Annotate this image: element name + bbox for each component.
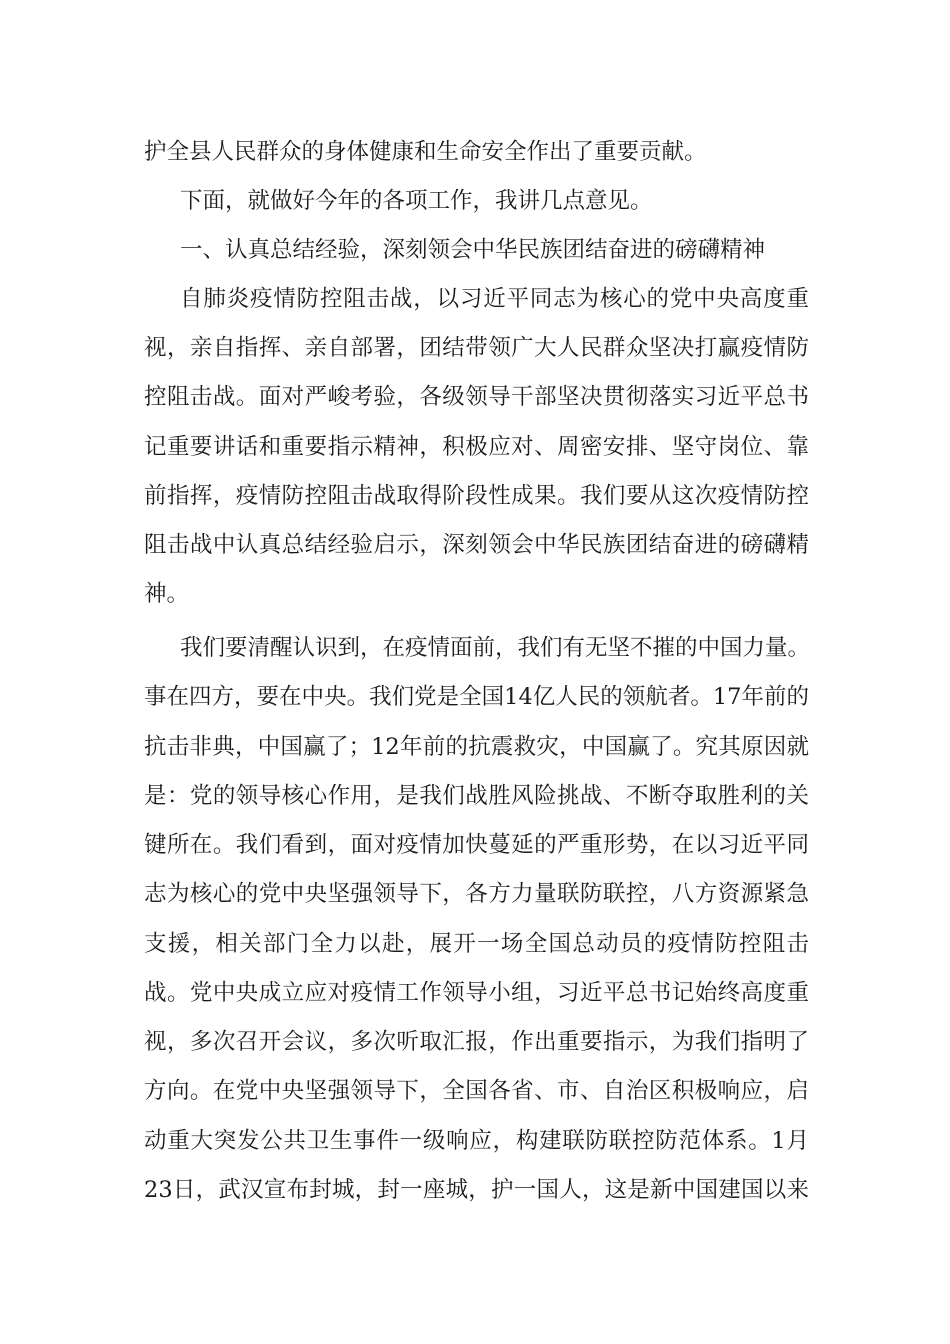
paragraph-line: 记重要讲话和重要指示精神，积极应对、周密安排、坚守岗位、靠: [144, 434, 809, 460]
paragraph-line: 下面，就做好今年的各项工作，我讲几点意见。: [180, 188, 653, 214]
paragraph-line: 支援，相关部门全力以赴，展开一场全国总动员的疫情防控阻击: [144, 931, 809, 957]
paragraph-line: 动重大突发公共卫生事件一级响应，构建联防联控防范体系。1月: [144, 1128, 809, 1154]
paragraph-line: 战。党中央成立应对疫情工作领导小组，习近平总书记始终高度重: [144, 980, 809, 1006]
paragraph-line: 阻击战中认真总结经验启示，深刻领会中华民族团结奋进的磅礴精: [144, 532, 809, 558]
paragraph-line: 自肺炎疫情防控阻击战，以习近平同志为核心的党中央高度重: [180, 286, 809, 312]
paragraph-line: 事在四方，要在中央。我们党是全国14亿人民的领航者。17年前的: [144, 684, 809, 710]
paragraph-line: 护全县人民群众的身体健康和生命安全作出了重要贡献。: [144, 139, 707, 165]
paragraph-line: 神。: [144, 581, 190, 607]
section-heading: 一、认真总结经验，深刻领会中华民族团结奋进的磅礴精神: [180, 237, 766, 263]
paragraph-line: 控阻击战。面对严峻考验，各级领导干部坚决贯彻落实习近平总书: [144, 384, 809, 410]
paragraph-line: 视，亲自指挥、亲自部署，团结带领广大人民群众坚决打赢疫情防: [144, 335, 809, 361]
paragraph-line: 前指挥，疫情防控阻击战取得阶段性成果。我们要从这次疫情防控: [144, 483, 809, 509]
paragraph-line: 视，多次召开会议，多次听取汇报，作出重要指示，为我们指明了: [144, 1029, 809, 1055]
paragraph-line: 是：党的领导核心作用，是我们战胜风险挑战、不断夺取胜利的关: [144, 783, 809, 809]
paragraph-line: 我们要清醒认识到，在疫情面前，我们有无坚不摧的中国力量。: [180, 635, 811, 661]
paragraph-line: 志为核心的党中央坚强领导下，各方力量联防联控，八方资源紧急: [144, 881, 809, 907]
paragraph-line: 抗击非典，中国赢了；12年前的抗震救灾，中国赢了。究其原因就: [144, 734, 809, 760]
paragraph-line: 键所在。我们看到，面对疫情加快蔓延的严重形势，在以习近平同: [144, 832, 809, 858]
paragraph-line: 23日，武汉宣布封城，封一座城，护一国人，这是新中国建国以来: [144, 1177, 809, 1203]
paragraph-line: 方向。在党中央坚强领导下，全国各省、市、自治区积极响应，启: [144, 1078, 809, 1104]
